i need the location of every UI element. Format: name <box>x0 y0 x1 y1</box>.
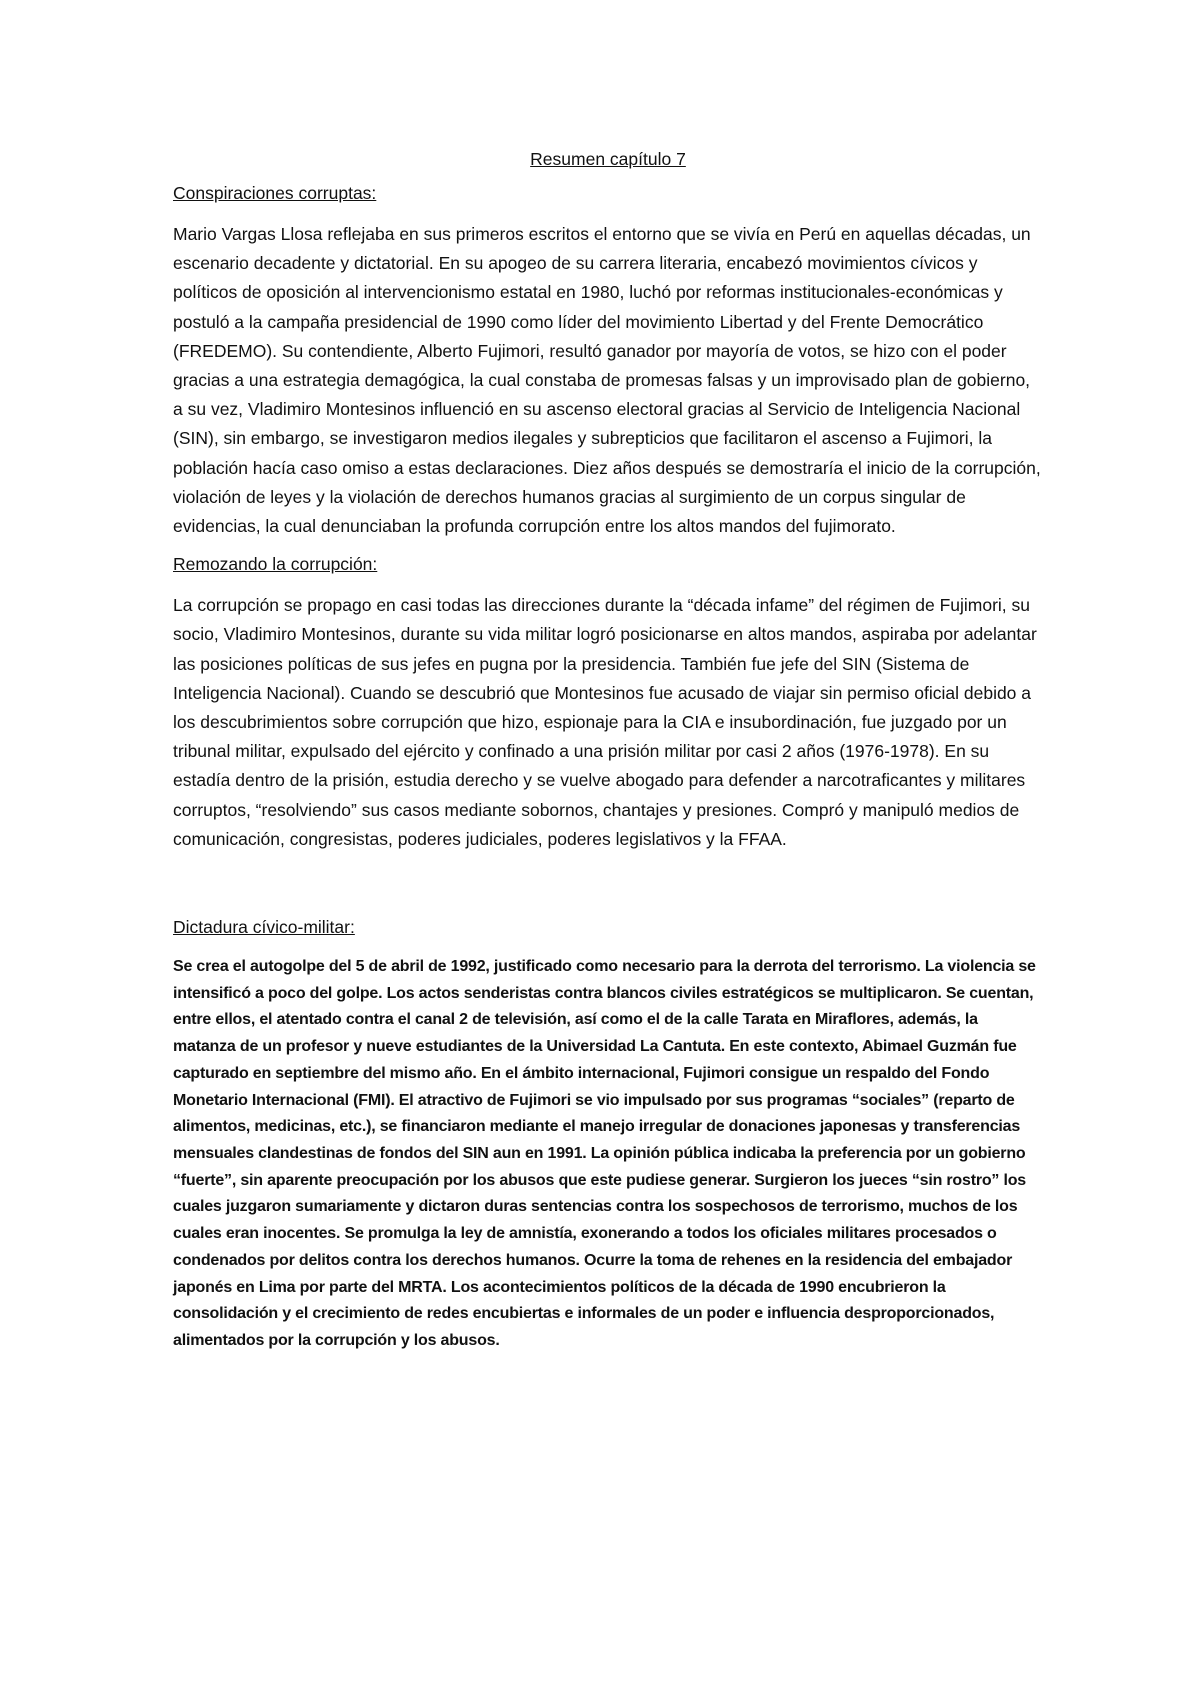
section-heading: Remozando la corrupción: <box>173 554 378 575</box>
section-paragraph: Se crea el autogolpe del 5 de abril de 1992, justificado como necesario para la derrota del terrorismo. La violencia se intensificó a poco del golpe. Los actos senderistas contra blancos civiles estratégicos se multiplicaron. Se cuentan, entre ellos, el atentado contra el canal 2 de televisión, así como el de la calle Tarata en Miraflores, además, la matanza de un profesor y nueve estudiantes de la Universidad La Cantuta. En este contexto, Abimael Guzmán fue capturado en septiembre del mismo año. En el ámbito internacional, Fujimori consigue un respaldo del Fondo Monetario Internacional (FMI). El atractivo de Fujimori se vio impulsado por sus programas “sociales” (reparto de alimentos, medicinas, etc.), se financiaron mediante el manejo irregular de donaciones japonesas y transferencias mensuales clandestinas de fondos del SIN aun en 1991. La opinión pública indicaba la preferencia por un gobierno “fuerte”, sin aparente preocupación por los abusos que este pudiese generar. Surgieron los jueces “sin rostro” los cuales juzgaron sumariamente y dictaron duras sentencias contra los sospechosos de terrorismo, muchos de los cuales eran inocentes. Se promulga la ley de amnistía, exonerando a todos los oficiales militares procesados o condenados por delitos contra los derechos humanos. Ocurre la toma de rehenes en la residencia del embajador japonés en Lima por parte del MRTA. Los acontecimientos políticos de la década de 1990 encubrieron la consolidación y el crecimiento de redes encubiertas e informales de un poder e influencia desproporcionados, alimentados por la corrupción y los abusos. <box>173 958 1036 1349</box>
section-heading: Conspiraciones corruptas: <box>173 183 377 203</box>
section-dictadura-civico-militar <box>173 914 1043 1355</box>
page-title: Resumen capítulo 7 <box>530 149 686 169</box>
section-conspiraciones-corruptas <box>173 180 1043 541</box>
section-remozando-la-corrupcion <box>173 551 1043 854</box>
document-page <box>173 146 1043 1355</box>
section-heading: Dictadura cívico-militar: <box>173 917 355 938</box>
section-paragraph: Mario Vargas Llosa reflejaba en sus primeros escritos el entorno que se vivía en Perú en aquellas décadas, un escenario decadente y dictatorial. En su apogeo de su carrera literaria, encabezó movimientos cívicos y políticos de oposición al intervencionismo estatal en 1980, luchó por reformas institucionales-económicas y postuló a la campaña presidencial de 1990 como líder del movimiento Libertad y del Frente Democrático (FREDEMO). Su contendiente, Alberto Fujimori, resultó ganador por mayoría de votos, se hizo con el poder gracias a una estrategia demagógica, la cual constaba de promesas falsas y un improvisado plan de gobierno, a su vez, Vladimiro Montesinos influenció en su ascenso electoral gracias al Servicio de Inteligencia Nacional (SIN), sin embargo, se investigaron medios ilegales y subrepticios que facilitaron el ascenso a Fujimori, la población hacía caso omiso a estas declaraciones. Diez años después se demostraría el inicio de la corrupción, violación de leyes y la violación de derechos humanos gracias al surgimiento de un corpus singular de evidencias, la cual denunciaban la profunda corrupción entre los altos mandos del fujimorato. <box>173 224 1041 537</box>
section-paragraph: La corrupción se propago en casi todas las direcciones durante la “década infame” del régimen de Fujimori, su socio, Vladimiro Montesinos, durante su vida militar logró posicionarse en altos mandos, aspiraba por adelantar las posiciones políticas de sus jefes en pugna por la presidencia. También fue jefe del SIN (Sistema de Inteligencia Nacional). Cuando se descubrió que Montesinos fue acusado de viajar sin permiso oficial debido a los descubrimientos sobre corrupción que hizo, espionaje para la CIA e insubordinación, fue juzgado por un tribunal militar, expulsado del ejército y confinado a una prisión militar por casi 2 años (1976-1978). En su estadía dentro de la prisión, estudia derecho y se vuelve abogado para defender a narcotraficantes y militares corruptos, “resolviendo” sus casos mediante sobornos, chantajes y presiones. Compró y manipuló medios de comunicación, congresistas, poderes judiciales, poderes legislativos y la FFAA. <box>173 595 1037 849</box>
